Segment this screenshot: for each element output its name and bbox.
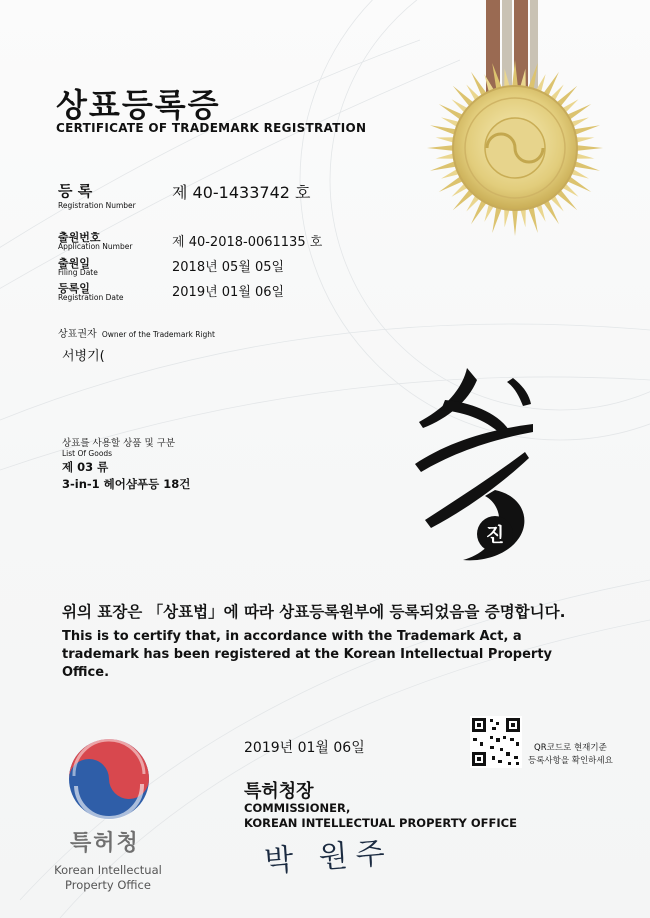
commissioner-title-en: COMMISSIONER, KOREAN INTELLECTUAL PROPERTY OFFICE: [244, 801, 517, 830]
goods-class: 제 03 류: [62, 460, 109, 474]
seal-ray: [512, 60, 518, 88]
qr-note: QR코드로 현재기준 등록사항을 확인하세요: [528, 743, 613, 766]
certification-text-en: This is to certify that, in accordance with the Trademark Act, a trademark has been registered at the Korean Intellectual Property Office.: [62, 629, 553, 680]
registration-number: 제 40-1433742 호: [172, 183, 311, 202]
owner-label: 상표권자 Owner of the Trademark Right: [58, 329, 216, 340]
filing-label: 출원일: [58, 257, 90, 270]
registration-date: 2019년 01월 06일: [172, 285, 285, 300]
registration-date-label-en: Registration Date: [58, 293, 124, 302]
certificate-title: 상표등록증: [56, 86, 221, 124]
issue-date: 2019년 01월 06일: [244, 740, 365, 756]
seal-ray: [575, 145, 603, 151]
certificate-title-en: CERTIFICATE OF TRADEMARK REGISTRATION: [56, 121, 367, 135]
owner-name: 서병기(: [62, 349, 105, 364]
qr-code-icon[interactable]: [470, 716, 522, 768]
signature: 박 원주: [263, 835, 394, 880]
filing-date: 2018년 05월 05일: [172, 260, 285, 275]
registration-label: 등 록: [58, 182, 93, 200]
goods-label: 상표를 사용할 상품 및 구분: [62, 438, 176, 449]
application-number: 제 40-2018-0061135 호: [172, 235, 323, 250]
filing-label-en: Filing Date: [58, 268, 98, 277]
seal-ray: [427, 145, 455, 151]
kipo-emblem-icon: [66, 736, 152, 822]
trademark-logo: [405, 360, 545, 570]
gold-seal-icon: [425, 58, 605, 238]
office-name-en: Korean Intellectual Property Office: [54, 863, 162, 892]
goods-items: 3-in-1 헤어샴푸등 18건: [62, 477, 191, 491]
office-name-ko: 특허청: [70, 831, 140, 856]
application-label-en: Application Number: [58, 242, 133, 251]
goods-label-en: List Of Goods: [62, 449, 113, 458]
registration-date-label: 등록일: [58, 282, 90, 295]
registration-label-en: Registration Number: [58, 201, 136, 210]
seal-ray: [512, 208, 518, 236]
application-label: 출원번호: [58, 231, 101, 244]
commissioner-title: 특허청장: [244, 781, 314, 802]
trademark-badge: 진: [485, 524, 505, 546]
certification-text-ko: 위의 표장은 「상표법」에 따라 상표등록원부에 등록되었음을 증명합니다.: [62, 603, 566, 621]
